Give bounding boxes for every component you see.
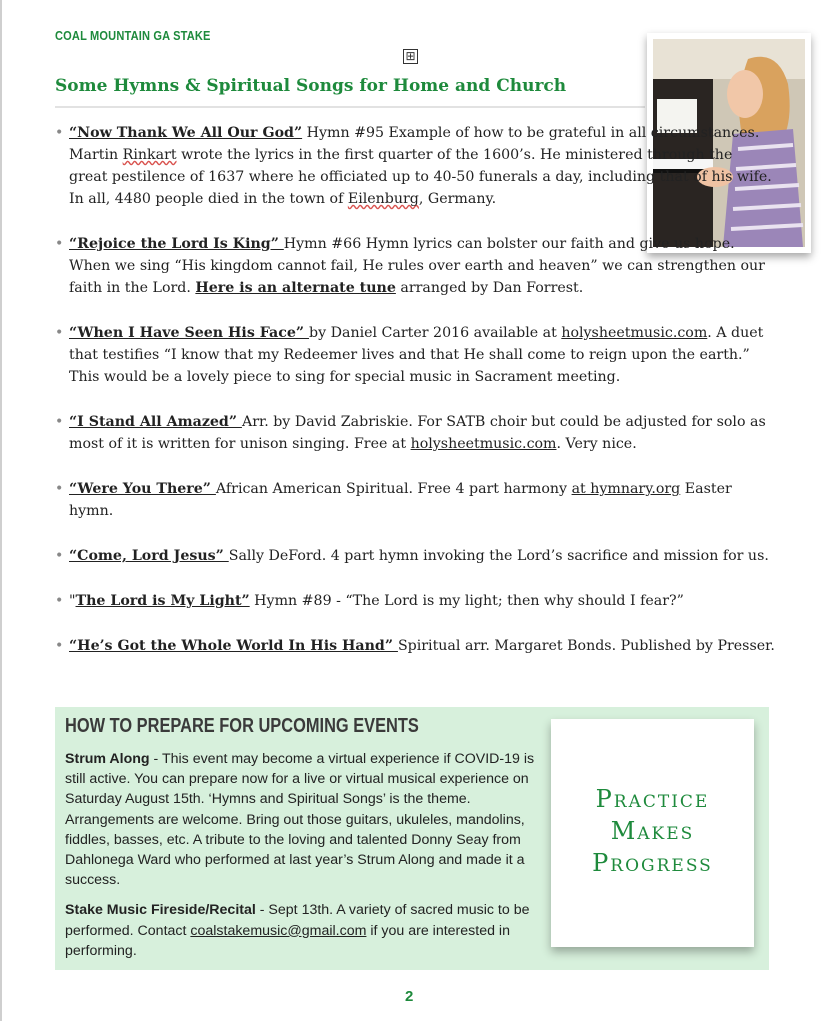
strum-along-paragraph: Strum Along - This event may become a virtual experience if COVID-19 is still active. You can prepare now for a live or virtual musical experience on Saturday August 15th. ‘Hymns and Spiritual Songs’ is the theme. Arrangements are welcome. Bring out those guitars, ukuleles, mandolins, fiddles, basses, etc. A tribute to the loving and talented Donny Seay from Dahlonega Ward who performed at last year’s Strum Along and made it a success. — [65, 751, 535, 889]
expand-icon[interactable]: ⊞ — [403, 49, 418, 64]
section-title: Some Hymns & Spiritual Songs for Home and Church — [55, 76, 567, 96]
practice-slogan: Practice Makes Progress — [592, 785, 713, 877]
page-number: 2 — [405, 988, 414, 1005]
hymn-title[interactable]: “Rejoice the Lord Is King” — [69, 236, 284, 252]
hymn-title[interactable]: “Were You There” — [69, 481, 216, 497]
list-item: • “He’s Got the Whole World In His Hand” Spiritual arr. Margaret Bonds. Published by Presser. — [55, 638, 775, 654]
fireside-paragraph: Stake Music Fireside/Recital - Sept 13th. A variety of sacred music to be performed. Contact coalstakemusic@gmail.com if you are interested in performing. — [65, 902, 530, 959]
alternate-tune-link[interactable]: Here is an alternate tune — [195, 280, 396, 296]
holysheetmusic-link[interactable]: holysheetmusic.com — [561, 325, 708, 341]
list-item: • “Now Thank We All Our God” Hymn #95 Example of how to be grateful in all circumstances. Martin Rinkart wrote the lyrics in the first quarter of the 1600’s. He ministered through the great pestilence of 1637 where he officiated up to 40-50 funerals a day, including that of his wife. In all, 4480 people died in the town of Eilenburg, Germany. — [55, 125, 772, 207]
title-divider — [55, 106, 645, 108]
events-body — [65, 749, 535, 971]
organization-header: COAL MOUNTAIN GA STAKE — [55, 28, 211, 43]
hymnary-link[interactable]: at hymnary.org — [571, 481, 681, 497]
holysheetmusic-link[interactable]: holysheetmusic.com — [410, 436, 557, 452]
list-item: • “Were You There” African American Spiritual. Free 4 part harmony at hymnary.org Easter hymn. — [55, 481, 732, 519]
events-heading: HOW TO PREPARE FOR UPCOMING EVENTS — [65, 715, 419, 737]
hymn-list — [55, 122, 775, 680]
hymn-title[interactable]: The Lord is My Light” — [75, 593, 250, 609]
events-panel — [55, 707, 769, 970]
list-item: • “When I Have Seen His Face” by Daniel Carter 2016 available at holysheetmusic.com. A duet that testifies “I know that my Redeemer lives and that He shall come to reign upon the earth.” This would be a lovely piece to sing for special music in Sacrament meeting. — [55, 325, 764, 385]
practice-card — [551, 719, 754, 947]
hymn-title[interactable]: “Now Thank We All Our God” — [69, 125, 303, 141]
hymn-title[interactable]: “I Stand All Amazed” — [69, 414, 242, 430]
list-item: • “Rejoice the Lord Is King” Hymn #66 Hymn lyrics can bolster our faith and give us hope. When we sing “His kingdom cannot fail, He rules over earth and heaven” we can strengthen our faith in the Lord. Here is an alternate tune arranged by Dan Forrest. — [55, 236, 765, 296]
hymn-title[interactable]: “When I Have Seen His Face” — [69, 325, 309, 341]
list-item: • "The Lord is My Light” Hymn #89 - “The Lord is my light; then why should I fear?” — [55, 593, 684, 609]
hymn-title[interactable]: “Come, Lord Jesus” — [69, 548, 229, 564]
hymn-title[interactable]: “He’s Got the Whole World In His Hand” — [69, 638, 398, 654]
list-item: • “I Stand All Amazed” Arr. by David Zabriskie. For SATB choir but could be adjusted for solo as most of it is written for unison singing. Free at holysheetmusic.com. Very nice. — [55, 414, 766, 452]
list-item: • “Come, Lord Jesus” Sally DeFord. 4 part hymn invoking the Lord’s sacrifice and mission for us. — [55, 548, 769, 564]
email-link[interactable]: coalstakemusic@gmail.com — [190, 922, 367, 939]
